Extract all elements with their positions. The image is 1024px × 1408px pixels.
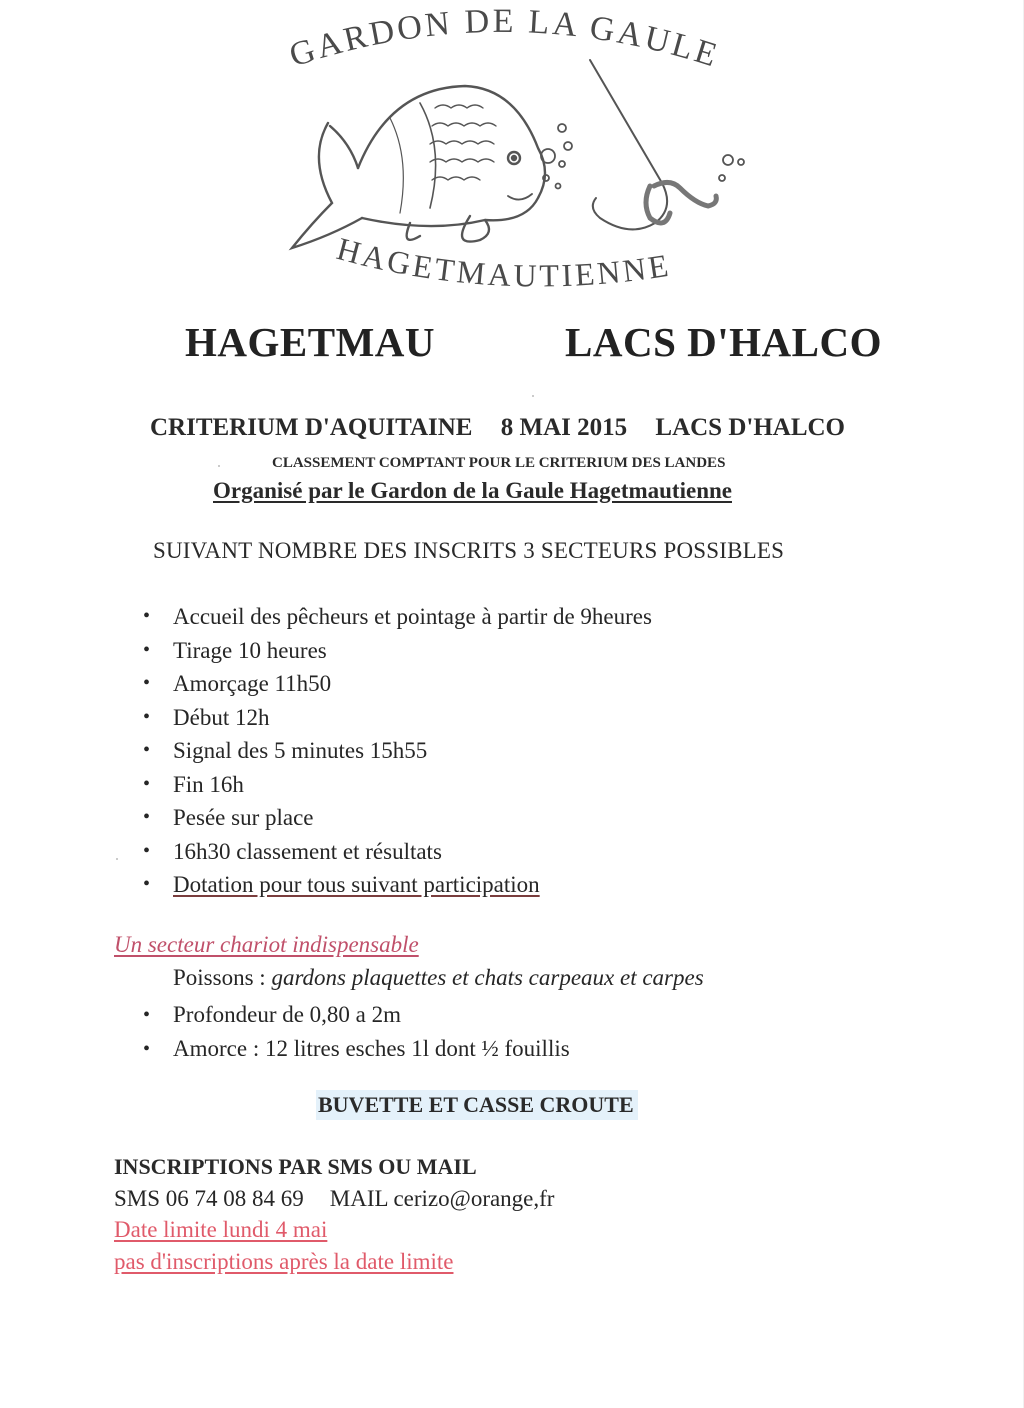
list-item: • Début 12h xyxy=(143,701,652,735)
deadline-note: Date limite lundi 4 mai xyxy=(114,1217,328,1242)
bubbles-icon xyxy=(541,124,744,189)
list-item: • Profondeur de 0,80 a 2m xyxy=(143,998,570,1032)
scan-speck xyxy=(218,465,220,467)
list-item: • Tirage 10 heures xyxy=(143,634,652,668)
venue-title: LACS D'HALCO xyxy=(565,319,882,365)
organizer-line: Organisé par le Gardon de la Gaule Hagetmautienne xyxy=(213,478,732,503)
sectors-note: SUIVANT NOMBRE DES INSCRITS 3 SECTEURS POSSIBLES xyxy=(153,538,785,563)
mail-contact: MAIL cerizo@orange,fr xyxy=(329,1186,555,1211)
club-logo xyxy=(270,8,770,308)
no-late-registration-note: pas d'inscriptions après la date limite xyxy=(114,1249,454,1274)
event-title xyxy=(150,414,845,442)
event-date: 8 MAI 2015 xyxy=(500,414,628,441)
ranking-note: CLASSEMENT COMPTANT POUR LE CRITERIUM DES LANDES xyxy=(272,455,726,471)
fish-list: gardons plaquettes et chats carpeaux et carpes xyxy=(271,965,704,990)
club-logo-drawing xyxy=(270,8,770,308)
list-item: • Pesée sur place xyxy=(143,801,652,835)
fish-label: Poissons : xyxy=(173,965,272,990)
list-item: • Amorçage 11h50 xyxy=(143,667,652,701)
worm-on-hook-icon xyxy=(590,60,716,229)
list-item: • Signal des 5 minutes 15h55 xyxy=(143,734,652,768)
club-name-bottom: HAGETMAUTIENNE xyxy=(333,230,674,294)
list-item: • Fin 16h xyxy=(143,768,652,802)
registration-heading: INSCRIPTIONS PAR SMS OU MAIL xyxy=(114,1154,477,1179)
list-item: • Dotation pour tous suivant participation xyxy=(143,868,652,902)
scan-speck xyxy=(532,395,534,397)
event-place: LACS D'HALCO xyxy=(655,414,846,441)
list-item: • Amorce : 12 litres esches 1l dont ½ fouillis xyxy=(143,1032,570,1066)
city-title: HAGETMAU xyxy=(185,319,435,365)
list-item: • 16h30 classement et résultats xyxy=(143,835,652,869)
fish-icon xyxy=(292,86,545,248)
contact-line xyxy=(114,1186,554,1212)
club-name-top: GARDON DE LA GAULE xyxy=(285,8,724,76)
sector-details-list xyxy=(143,998,570,1066)
list-item: • Accueil des pêcheurs et pointage à partir de 9heures xyxy=(143,600,652,634)
sms-contact: SMS 06 74 08 84 69 xyxy=(114,1186,304,1211)
scan-speck xyxy=(116,858,118,860)
fish-species-line xyxy=(173,965,704,991)
schedule-list xyxy=(143,600,652,902)
sector-heading: Un secteur chariot indispensable xyxy=(114,932,419,957)
event-name: CRITERIUM D'AQUITAINE xyxy=(150,414,473,441)
buvette-banner: BUVETTE ET CASSE CROUTE xyxy=(316,1090,638,1120)
